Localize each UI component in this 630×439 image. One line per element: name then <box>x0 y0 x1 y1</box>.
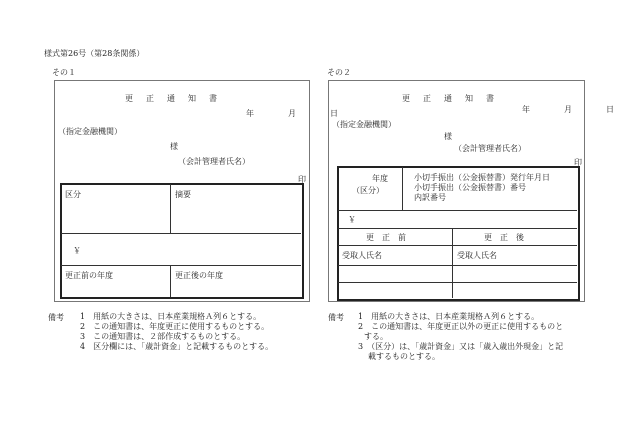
form2-date: 年 月 日 <box>522 105 627 114</box>
form2-bank: （指定金融機関） <box>332 120 396 129</box>
form2-yen: ￥ <box>348 215 356 224</box>
form1-table <box>60 183 304 299</box>
form2-sama: 様 <box>444 132 452 141</box>
form2-nendo: 年度 <box>372 174 388 183</box>
form1-before-year: 更正前の年度 <box>65 271 113 280</box>
form1-seal: 印 <box>298 175 306 184</box>
form2-officer: （会計管理者氏名） <box>454 144 526 153</box>
form2-kubun: （区分） <box>352 186 384 195</box>
form2-after: 更正後 <box>484 233 532 242</box>
notes1-label: 備考 <box>48 313 64 322</box>
form1-kubun: 区分 <box>65 190 81 199</box>
notes2-list: 1 用紙の大きさは、日本産業規格Ａ列６とする。 2 この通知書は、年度更正以外の更正に使用するものと する。 3 （区分）は、「歳計資金」又は「歳入歳出外現金」と記 載するものとする。 <box>358 312 564 361</box>
form1-sama: 様 <box>170 142 178 151</box>
form1-label: その１ <box>52 68 76 77</box>
form1-after-year: 更正後の年度 <box>175 271 223 280</box>
form2-label: その２ <box>327 68 351 77</box>
form2-payee-after: 受取人氏名 <box>457 251 497 260</box>
form1-yen: ￥ <box>73 246 81 255</box>
notes2-label: 備考 <box>328 313 344 322</box>
form2-seal: 印 <box>574 158 582 167</box>
form2-payee-before: 受取人氏名 <box>342 251 382 260</box>
form2-before: 更正前 <box>366 233 414 242</box>
form1-tekiyo: 摘要 <box>175 190 191 199</box>
notes1-list: 1 用紙の大きさは、日本産業規格Ａ列６とする。 2 この通知書は、年度更正に使用するものとする。 3 この通知書は、２部作成するものとする。 4 区分欄には、「歳計資金」と記載するものとする。 <box>80 312 274 351</box>
form2-details: 小切手振出（公金振替書）発行年月日 小切手振出（公金振替書）番号 内訳番号 <box>414 173 550 202</box>
form1-title: 更正通知書 <box>125 94 230 103</box>
form2-title: 更正通知書 <box>402 94 507 103</box>
form-header: 様式第26号（第28条関係） <box>44 49 145 58</box>
form1-date: 年 月 日 <box>246 109 351 118</box>
form1-bank: （指定金融機関） <box>58 127 122 136</box>
form1-officer: （会計管理者氏名） <box>178 157 250 166</box>
